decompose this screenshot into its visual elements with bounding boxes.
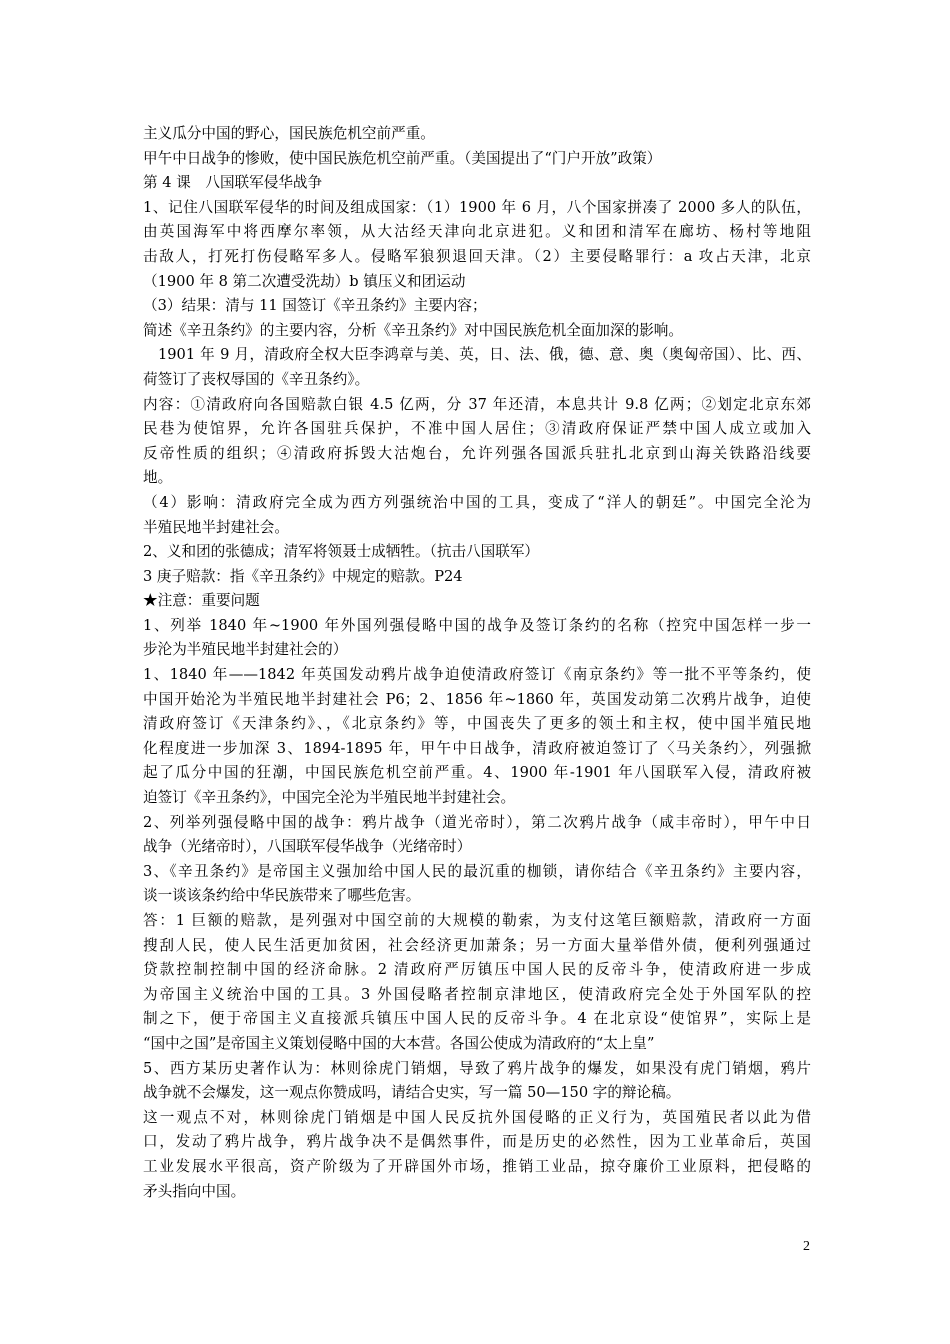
- text-line: 矛头指向中国。: [143, 1182, 246, 1200]
- text-line: 1、1840 年——1842 年英国发动鸦片战争迫使清政府签订《南京条约》等一批不平等条约，使: [143, 666, 811, 684]
- text-line: 内容：①清政府向各国赔款白银 4.5 亿两，分 37 年还清，本息共计 9.8 亿两；②划定北京东郊: [143, 395, 811, 413]
- text-line: 步沦为半殖民地半封建社会的）: [143, 641, 348, 659]
- text-line: 工业发展水平很高，资产阶级为了开辟国外市场，推销工业品，掠夺廉价工业原料，把侵略的: [143, 1157, 811, 1175]
- text-line: 清政府签订《天津条约》、，《北京条约》等，中国丧失了更多的领土和主权，使中国半殖民地: [143, 715, 811, 733]
- text-line: 主义瓜分中国的野心，国民族危机空前严重。: [143, 125, 435, 142]
- text-line: 第 4 课 八国联军侵华战争: [143, 174, 323, 192]
- text-line: 2、列举列强侵略中国的战争：鸦片战争（道光帝时），第二次鸦片战争（咸丰帝时），甲午中日: [143, 813, 811, 831]
- text-line: 口，发动了鸦片战争，鸦片战争决不是偶然事件，而是历史的必然性，因为工业革命后，英国: [143, 1133, 811, 1151]
- text-line: （4）影响：清政府完全成为西方列强统治中国的工具，变成了“洋人的朝廷”。中国完全沦为: [143, 493, 811, 511]
- text-line: ★注意：重要问题: [143, 592, 260, 610]
- page-number: 2: [803, 1239, 810, 1254]
- text-line: 半殖民地半封建社会。: [143, 518, 289, 536]
- text-line: （1900 年 8 第二次遭受洗劫）b 镇压义和团运动: [143, 272, 466, 290]
- text-line: 这一观点不对，林则徐虎门销烟是中国人民反抗外国侵略的正义行为，英国殖民者以此为借: [143, 1108, 811, 1126]
- text-line: 谈一谈该条约给中华民族带来了哪些危害。: [143, 887, 421, 905]
- text-line: 3 庚子赔款：指《辛丑条约》中规定的赔款。P24: [143, 567, 463, 585]
- text-line: 荷签订了丧权辱国的《辛丑条约》。: [143, 370, 370, 388]
- text-line: 迫签订《辛丑条约》，中国完全沦为半殖民地半封建社会。: [143, 789, 516, 807]
- text-line: 战争（光绪帝时），八国联军侵华战争（光绪帝时）: [143, 838, 472, 856]
- document-body: [143, 122, 811, 1204]
- text-line: 简述《辛丑条约》的主要内容，分析《辛丑条约》对中国民族危机全面加深的影响。: [143, 321, 683, 339]
- text-line: 3、《辛丑条约》是帝国主义强加给中国人民的最沉重的枷锁，请你结合《辛丑条约》主要内容，: [143, 862, 811, 880]
- text-line: 1、记住八国联军侵华的时间及组成国家：（1）1900 年 6 月，八个国家拼凑了 2000 多人的队伍，: [143, 198, 811, 216]
- text-line: 战争就不会爆发，这一观点你赞成吗，请结合史实，写一篇 50—150 字的辩论稿。: [143, 1084, 681, 1102]
- text-line: 化程度进一步加深 3、1894-1895 年，甲午中日战争，清政府被迫签订了〈马关条约〉，列强掀: [143, 739, 811, 757]
- text-line: （3）结果：清与 11 国签订《辛丑条约》主要内容；: [143, 297, 487, 315]
- text-line: 1、列举 1840 年~1900 年外国列强侵略中国的战争及签订条约的名称（控究中国怎样一步一: [143, 616, 811, 634]
- text-line: “国中之国”是帝国主义策划侵略中国的大本营。各国公使成为清政府的“太上皇”: [143, 1034, 655, 1052]
- text-line: 为帝国主义统治中国的工具。3 外国侵略者控制京津地区，使清政府完全处于外国军队的控: [143, 985, 811, 1003]
- text-line: 制之下，便于帝国主义直接派兵镇压中国人民的反帝斗争。4 在北京设“使馆界”，实际上是: [143, 1010, 811, 1028]
- text-line: 贷款控制控制中国的经济命脉。2 清政府严厉镇压中国人民的反帝斗争，使清政府进一步成: [143, 961, 811, 979]
- text-line: 5、西方某历史著作认为：林则徐虎门销烟，导致了鸦片战争的爆发，如果没有虎门销烟，鸦片: [143, 1059, 811, 1077]
- text-line: 2、义和团的张德成；清军将领聂士成牺牲。（抗击八国联军）: [143, 543, 540, 561]
- text-line: 答：1 巨额的赔款，是列强对中国空前的大规模的勒索，为支付这笔巨额赔款，清政府一方面: [143, 912, 811, 929]
- text-line: 由英国海军中将西摩尔率领，从大沽经天津向北京进犯。义和团和清军在廊坊、杨村等地阻: [143, 223, 811, 241]
- text-line: 中国开始沦为半殖民地半封建社会 P6；2、1856 年~1860 年，英国发动第二次鸦片战争，迫使: [143, 690, 811, 708]
- text-line: 搜刮人民，使人民生活更加贫困，社会经济更加萧条；另一方面大量举借外债，便利列强通过: [143, 936, 811, 954]
- text-line: 甲午中日战争的惨败，使中国民族危机空前严重。（美国提出了“门户开放”政策）: [143, 149, 662, 167]
- text-line: 1901 年 9 月，清政府全权大臣李鸿章与美、英，日、法、俄，德、意、奥（奥匈帝国）、比、西、: [143, 346, 811, 364]
- text-line: 民巷为使馆界，允许各国驻兵保护，不准中国人居住；③清政府保证严禁中国人成立或加入: [143, 420, 811, 438]
- text-line: 反帝性质的组织；④清政府拆毁大沽炮台，允许列强各国派兵驻扎北京到山海关铁路沿线要: [143, 444, 811, 462]
- text-line: 起了瓜分中国的狂潮，中国民族危机空前严重。4、1900 年-1901 年八国联军入侵，清政府被: [143, 764, 811, 782]
- text-line: 击敌人，打死打伤侵略军多人。侵略军狼狈退回天津。（2）主要侵略罪行：a 攻占天津，北京: [143, 247, 811, 265]
- text-line: 地。: [143, 469, 173, 487]
